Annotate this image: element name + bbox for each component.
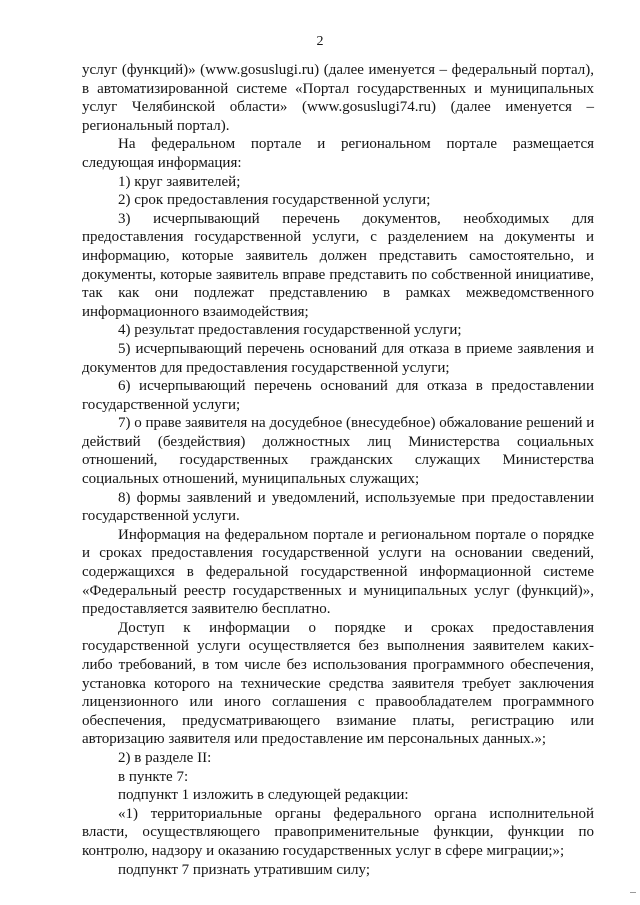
text-line: 6) исчерпывающий перечень оснований для отказа в предоставлении xyxy=(118,378,594,395)
text-line: 3) исчерпывающий перечень документов, необходимых для xyxy=(118,210,594,227)
text-line: власти, осуществляющего правоприменительные функции, функции по xyxy=(82,824,594,841)
text-line: предоставления государственной услуги, с разделением на документы и xyxy=(82,229,594,246)
text-line: Доступ к информации о порядке и сроках предоставления xyxy=(118,619,594,636)
text-line: в пункте 7: xyxy=(118,768,189,785)
scan-mark xyxy=(630,892,636,893)
text-line: следующая информация: xyxy=(82,154,242,171)
text-line: информационного взаимодействия; xyxy=(82,303,309,320)
text-line: «Федеральный реестр государственных и муниципальных услуг (функций)», xyxy=(82,582,594,599)
document-body xyxy=(82,61,594,879)
text-line: отношений, государственных гражданских служащих Министерства xyxy=(82,452,594,469)
text-line: так как они подлежат представлению в рамках межведомственного xyxy=(82,285,594,302)
page-number: 2 xyxy=(316,34,324,49)
text-line: 2) срок предоставления государственной услуги; xyxy=(118,192,431,209)
text-line: государственной услуги. xyxy=(82,508,240,525)
text-line: «1) территориальные органы федерального органа исполнительной xyxy=(118,805,594,822)
text-line: 7) о праве заявителя на досудебное (внесудебное) обжалование решений и xyxy=(118,415,595,432)
text-line: услуг Челябинской области» (www.gosuslugi74.ru) (далее именуется – xyxy=(82,99,594,116)
text-line: 4) результат предоставления государственной услуги; xyxy=(118,322,462,339)
text-line: в автоматизированной системе «Портал государственных и муниципальных xyxy=(82,80,594,97)
text-line: На федеральном портале и региональном портале размещается xyxy=(118,136,594,153)
text-line: лицензионного или иного соглашения с правообладателем программного xyxy=(82,694,594,711)
text-line: государственной услуги осуществляется без выполнения заявителем каких- xyxy=(82,638,594,655)
text-line: 1) круг заявителей; xyxy=(118,173,241,190)
text-line: либо требований, в том числе без использования программного обеспечения, xyxy=(82,657,594,673)
text-line: 5) исчерпывающий перечень оснований для отказа в приеме заявления и xyxy=(118,340,594,357)
text-line: социальных отношений, муниципальных служащих; xyxy=(82,471,420,488)
text-line: 2) в разделе II: xyxy=(118,749,212,766)
text-line: 8) формы заявлений и уведомлений, используемые при предоставлении xyxy=(118,489,594,506)
text-line: региональный портал). xyxy=(82,117,230,134)
text-line: документов для предоставления государственной услуги; xyxy=(82,359,450,376)
text-line: подпункт 1 изложить в следующей редакции: xyxy=(118,787,409,804)
text-line: информацию, которые заявитель должен представить самостоятельно, и xyxy=(82,247,594,264)
text-line: контролю, надзору и оказанию государственных услуг в сфере миграции;»; xyxy=(82,842,565,859)
text-line: документы, которые заявитель вправе представить по собственной инициативе, xyxy=(82,266,594,283)
text-line: действий (бездействия) должностных лиц Министерства социальных xyxy=(82,433,594,450)
text-line: авторизацию заявителя или предоставление им персональных данных.»; xyxy=(82,731,547,748)
text-line: Информация на федеральном портале и региональном портале о порядке xyxy=(118,526,594,543)
text-line: подпункт 7 признать утратившим силу; xyxy=(118,861,370,878)
text-line: услуг (функций)» (www.gosuslugi.ru) (далее именуется – федеральный портал), xyxy=(82,62,594,78)
text-line: и сроках предоставления государственной услуги на основании сведений, xyxy=(82,545,594,562)
text-line: содержащихся в федеральной государственной информационной системе xyxy=(82,564,594,581)
text-line: предоставляется заявителю бесплатно. xyxy=(82,601,331,618)
text-line: обеспечения, предусматривающего взимание платы, регистрацию или xyxy=(82,712,594,729)
text-line: установка которого на технические средства заявителя требует заключения xyxy=(82,675,594,692)
text-line: государственной услуги; xyxy=(82,396,241,413)
